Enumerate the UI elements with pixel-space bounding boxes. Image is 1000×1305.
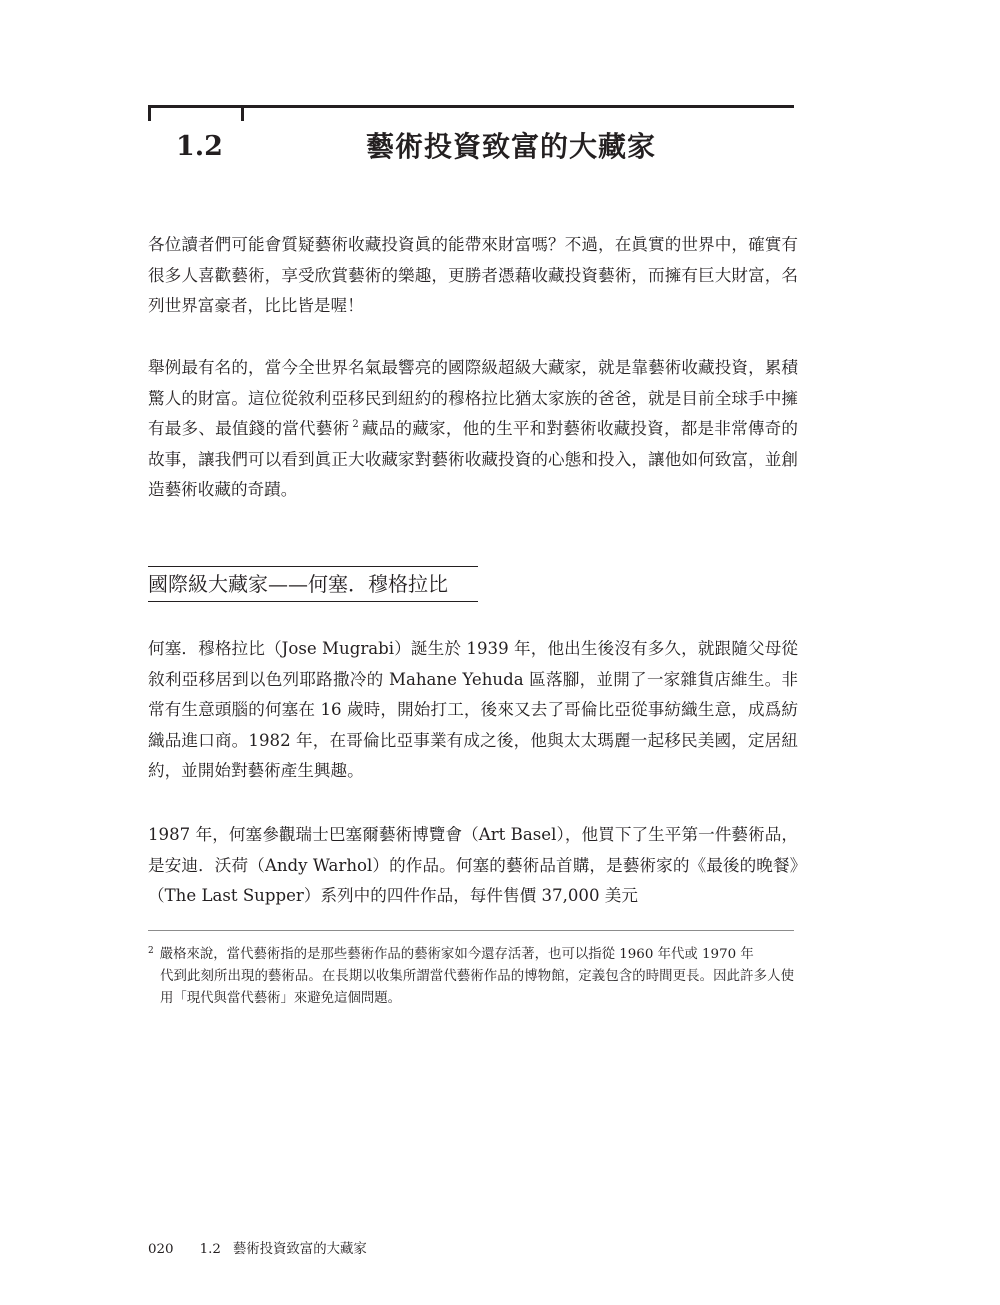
header-rule [148, 105, 794, 108]
header-tick-left [148, 105, 151, 121]
page-footer [148, 1240, 367, 1260]
section-number: 1.2 [176, 131, 223, 162]
page-number: 020 [148, 1242, 174, 1257]
subheading: 國際級大藏家——何塞．穆格拉比 [148, 572, 448, 596]
footnote [148, 944, 794, 1010]
footnote-mark: 2 [148, 946, 154, 956]
footnote-rule [148, 930, 794, 931]
body-paragraph-2 [148, 353, 798, 506]
footnote-reference: 2 [352, 419, 359, 431]
section-title: 藝術投資致富的大藏家 [366, 130, 657, 163]
running-title: 藝術投資致富的大藏家 [232, 1242, 367, 1257]
running-section-number: 1.2 [199, 1242, 221, 1257]
paragraph-2-part-2: 藏品的藏家，他的生平和對藝術收藏投資，都是非常傳奇的故事，讓我們可以看到眞正大收藏家對藝術收藏投資的心態和投入，讓他如何致富，並創造藝術收藏的奇蹟。 [148, 419, 799, 499]
header-tick-right [241, 105, 244, 121]
body-paragraph-3: 何塞．穆格拉比（Jose Mugrabi）誕生於 1939 年，他出生後沒有多久，就跟隨父母從敘利亞移居到以色列耶路撒冷的 Mahane Yehuda 區落腳，並開了一家雜貨店維生。非常有生意頭腦的何塞在 16 歲時，開始打工，後來又去了哥倫比亞從事紡織生意，成爲紡織品進口商。1982 年，在哥倫比亞事業有成之後，他與太太瑪麗一起移民美國，定居紐約，並開始對藝術產生興趣。 [148, 639, 798, 780]
body-paragraph-4: 1987 年，何塞參觀瑞士巴塞爾藝術博覽會（Art Basel），他買下了生平第一件藝術品，是安迪．沃荷（Andy Warhol）的作品。何塞的藝術品首購，是藝術家的《最後的晚餐》（The Last Supper）系列中的四件作品，每件售價 37,000 美元 [148, 825, 798, 905]
footnote-line-1: 嚴格來說，當代藝術指的是那些藝術作品的藝術家如今還存活著，也可以指從 1960 年代或 1970 年 [159, 947, 754, 962]
body-paragraph-1: 各位讀者們可能會質疑藝術收藏投資眞的能帶來財富嗎？不過，在眞實的世界中，確實有很多人喜歡藝術，享受欣賞藝術的樂趣，更勝者憑藉收藏投資藝術，而擁有巨大財富，名列世界富豪者，比比皆是喔！ [148, 235, 798, 315]
paragraph-2-part-1: 舉例最有名的，當今全世界名氣最響亮的國際級超級大藏家，就是靠藝術收藏投資，累積驚人的財富。這位從敘利亞移民到紐約的穆格拉比猶太家族的爸爸，就是目前全球手中擁有最多、最值錢的當代藝術 [148, 358, 798, 438]
subheading-rule-bottom [148, 601, 478, 602]
subheading-rule-top [148, 566, 478, 567]
footnote-continuation: 代到此刻所出現的藝術品。在長期以收集所謂當代藝術作品的博物館，定義包含的時間更長。因此許多人使用「現代與當代藝術」來避免這個問題。 [160, 969, 794, 1006]
